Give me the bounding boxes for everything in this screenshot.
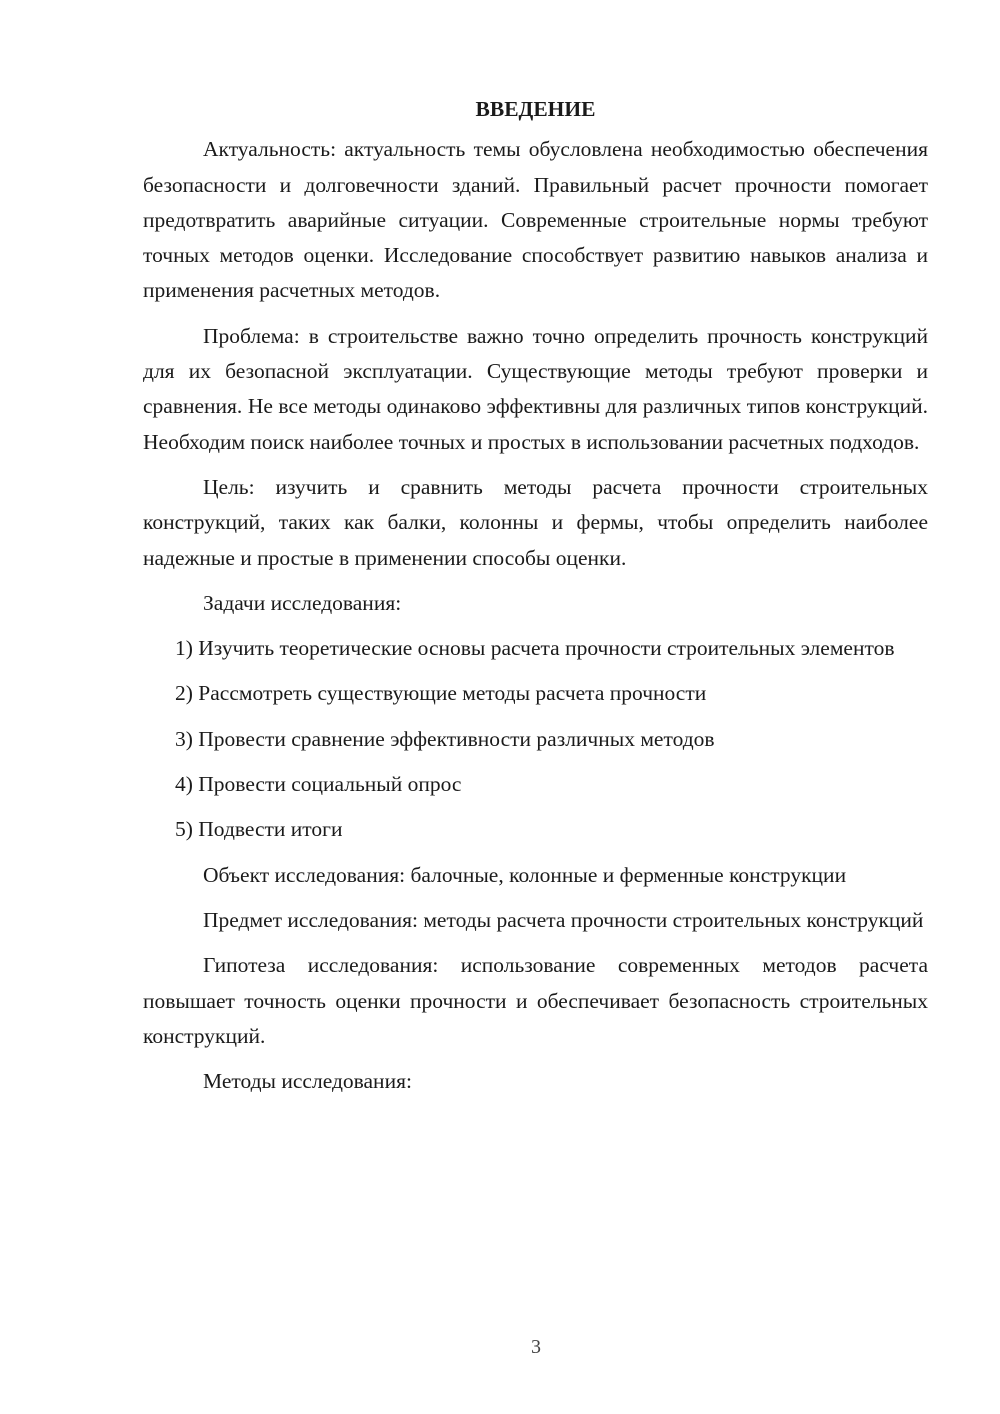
paragraph-problem: Проблема: в строительстве важно точно определить прочность конструкций для их безопасной эксплуатации. Существующие методы требуют проверки и сравнения. Не все методы одинаково эффективны для различных типов конструкций. Необходим поиск наиболее точных и простых в использовании расчетных подходов. [143,323,928,454]
tasks-heading: Задачи исследования: [203,590,402,615]
task-item-5: 5) Подвести итоги [175,817,343,842]
task-item-4: 4) Провести социальный опрос [175,772,462,797]
task-item-3: 3) Провести сравнение эффективности различных методов [175,726,715,751]
paragraph-object: Объект исследования: балочные, колонные и ферменные конструкции [203,862,847,887]
section-title: ВВЕДЕНИЕ [475,97,596,121]
paragraph-goal: Цель: изучить и сравнить методы расчета прочности строительных конструкций, таких как балки, колонны и фермы, чтобы определить наиболее надежные и простые в применении способы оценки. [143,474,928,570]
task-item-1: 1) Изучить теоретические основы расчета прочности строительных элементов [175,636,895,661]
methods-heading: Методы исследования: [203,1069,412,1094]
page-number: 3 [531,1336,541,1358]
paragraph-hypothesis: Гипотеза исследования: использование современных методов расчета повышает точность оценки прочности и обеспечивает безопасность строительных конструкций. [143,953,928,1048]
task-item-2: 2) Рассмотреть существующие методы расчета прочности [175,681,707,706]
paragraph-relevance: Актуальность: актуальность темы обусловлена необходимостью обеспечения безопасности и долговечности зданий. Правильный расчет прочности помогает предотвратить аварийные ситуации. Современные строительные нормы требуют точных методов оценки. Исследование способствует развитию навыков анализа и применения расчетных методов. [143,137,928,303]
paragraph-subject: Предмет исследования: методы расчета прочности строительных конструкций [203,907,924,932]
document-page [143,92,928,1099]
